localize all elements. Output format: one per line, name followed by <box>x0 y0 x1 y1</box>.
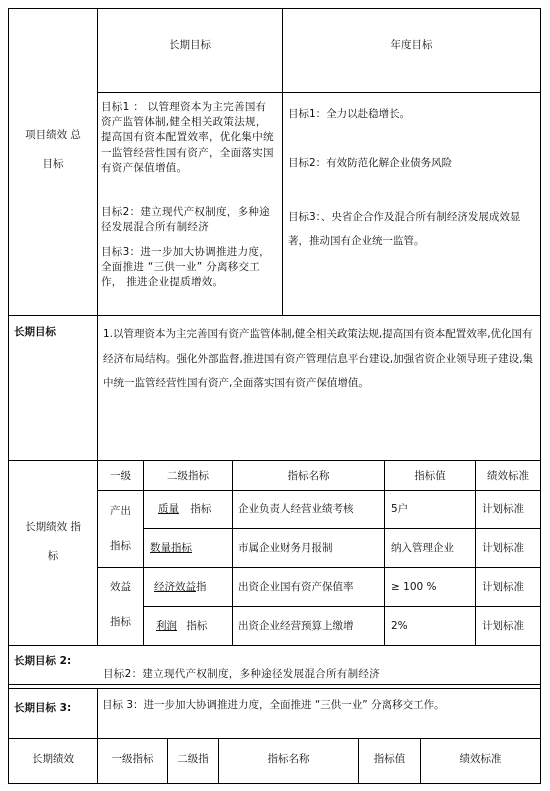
divider <box>97 92 541 93</box>
bottom-indicator-name: 指标名称 <box>267 753 310 765</box>
bottom-level1-indicator: 一级指标 <box>111 753 154 765</box>
divider <box>143 528 541 529</box>
divider <box>384 460 385 645</box>
divider <box>97 8 98 315</box>
long-goal-2-text: 目标2：建立现代产权制度，多种途径发展混合所有制经济 <box>103 668 380 680</box>
long-term-goal-header: 长期目标 <box>169 39 211 51</box>
performance-standard: 计划标准 <box>482 620 524 632</box>
annual-target-1: 目标1：全力以赴稳增长。 <box>288 108 411 120</box>
long-target-1: 目标1 ： 以管理资本为主完善国有资产监管体制,健全相关政策法规，提高国有资本配置效率，优化集中统一监管经营性国有资产，全面落实国有资产保值增值。 <box>101 101 274 174</box>
divider <box>8 315 541 316</box>
indicator-name: 出资企业国有资产保值率 <box>238 581 354 593</box>
divider <box>8 738 541 739</box>
table-row: 数量指标 <box>150 542 192 554</box>
divider <box>143 606 541 607</box>
header-level2: 二级指标 <box>167 470 209 482</box>
performance-standard: 计划标准 <box>482 581 524 593</box>
table-border-left <box>8 8 9 784</box>
table-border-right <box>540 8 541 784</box>
long-goal-label: 长期目标 <box>14 326 56 338</box>
divider <box>97 688 98 738</box>
project-total-goal-label: 项目绩效 总 目标 <box>25 129 81 171</box>
indicator-name: 市属企业财务月报制 <box>238 542 333 554</box>
bottom-performance-standard: 绩效标准 <box>459 753 502 765</box>
divider <box>232 460 233 645</box>
divider <box>282 8 283 315</box>
indicator-name: 企业负责人经营业绩考核 <box>238 503 354 515</box>
long-goal-text: 1.以管理资本为主完善国有资产监管体制,健全相关政策法规,提高国有资本配置效率,优化国有经济布局结构。强化外部监督,推进国有资产管理信息平台建设,加强省资企业领导班子建设,集中统一监管经营性国有资产,全面落实国有资产保值增值。 <box>103 328 534 390</box>
long-goal-3-text: 目标 3：进一步加大协调推进力度，全面推进 “三供一业” 分离移交工作。 <box>102 699 445 711</box>
header-indicator-value: 指标值 <box>414 470 446 482</box>
header-level1: 一级 <box>110 470 131 482</box>
indicator-value: 纳入管理企业 <box>391 542 454 554</box>
level1-output-indicator: 产出 指标 <box>110 505 131 553</box>
table-row: 利润 指标 <box>156 620 208 632</box>
divider <box>8 645 541 646</box>
indicator-name: 出资企业经营预算上缴增 <box>238 620 354 632</box>
divider <box>97 567 541 568</box>
bottom-long-term-performance: 长期绩效 <box>32 753 74 765</box>
divider <box>97 315 98 460</box>
divider <box>143 460 144 645</box>
table-border-bottom <box>8 783 541 784</box>
table-border-top <box>8 8 541 9</box>
divider <box>8 688 541 689</box>
performance-standard: 计划标准 <box>482 503 524 515</box>
table-row: 经济效益指 <box>154 581 207 593</box>
bottom-level2-indicator: 二级指 <box>177 753 209 765</box>
bottom-indicator-value: 指标值 <box>373 753 406 765</box>
performance-standard: 计划标准 <box>482 542 524 554</box>
divider <box>8 684 541 685</box>
long-goal-3-label: 长期目标 3: <box>14 702 72 714</box>
header-indicator-name: 指标名称 <box>287 470 330 482</box>
long-target-2: 目标2：建立现代产权制度，多种途径发展混合所有制经济 <box>101 206 270 234</box>
annual-target-3: 目标3：、央省企合作及混合所有制经济发展成效显著，推动国有企业统一监管。 <box>288 211 521 248</box>
annual-goal-header: 年度目标 <box>390 39 433 51</box>
header-performance-standard: 绩效标准 <box>487 470 529 482</box>
indicator-value: 2% <box>391 620 408 632</box>
divider <box>97 490 541 491</box>
long-goal-2-label: 长期目标 2: <box>14 655 72 667</box>
indicator-value: 5户 <box>391 503 409 515</box>
table-row: 质量 指标 <box>158 503 212 515</box>
divider <box>475 460 476 645</box>
indicator-value: ≥ 100 % <box>391 581 437 593</box>
level1-benefit-indicator: 效益 指标 <box>110 581 131 629</box>
annual-target-2: 目标2：有效防范化解企业债务风险 <box>288 157 453 169</box>
divider <box>8 460 541 461</box>
long-term-indicators-label: 长期绩效 指 标 <box>25 521 81 563</box>
long-target-3: 目标3：进一步加大协调推进力度，全面推进 “三供一业” 分离移交工作， 推进企业提质增效。 <box>101 246 270 289</box>
